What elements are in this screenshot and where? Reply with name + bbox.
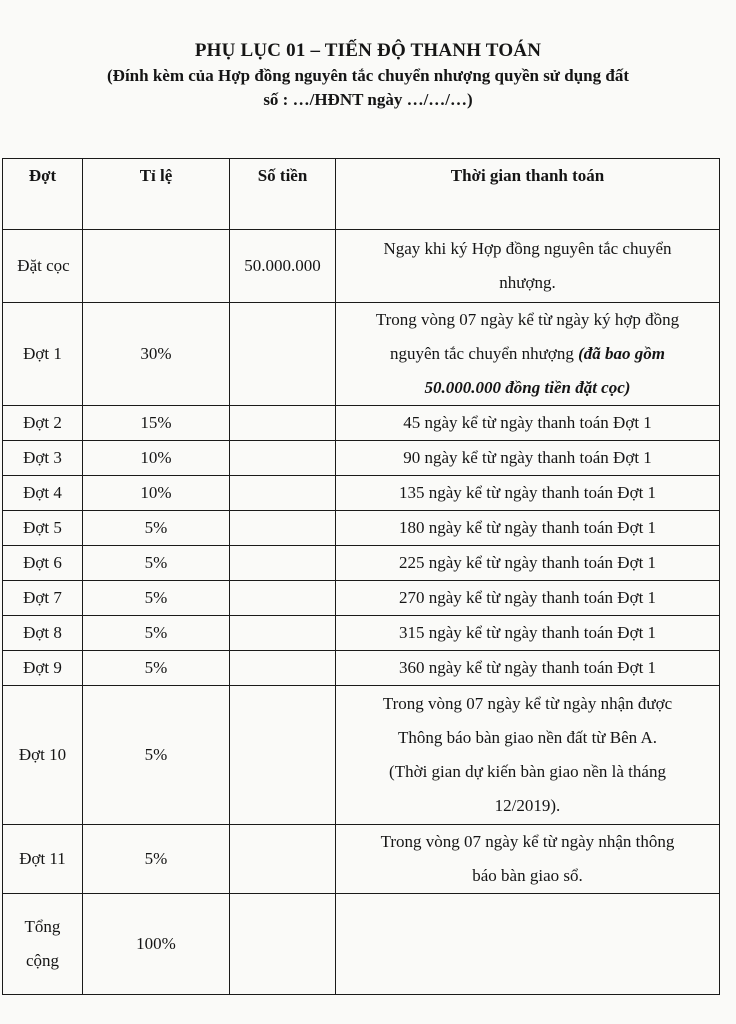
table-row-deposit — [3, 230, 720, 303]
amount-cell — [230, 511, 336, 546]
table-row — [3, 441, 720, 476]
ratio-cell: 5% — [83, 686, 230, 825]
payment-time-cell — [336, 825, 720, 894]
ratio-cell: 5% — [83, 511, 230, 546]
payment-time-line — [340, 337, 715, 371]
amount-cell — [230, 686, 336, 825]
payment-time-text: nguyên tắc chuyển nhượng — [389, 344, 574, 363]
installment-label: Đợt 9 — [3, 651, 83, 686]
payment-time-cell — [336, 894, 720, 995]
amount-cell — [230, 616, 336, 651]
amount-cell — [230, 581, 336, 616]
payment-time-cell: 315 ngày kể từ ngày thanh toán Đợt 1 — [336, 616, 720, 651]
payment-time-line: nhượng. — [499, 273, 556, 292]
table-row — [3, 406, 720, 441]
amount-cell — [230, 441, 336, 476]
installment-label: Đợt 11 — [3, 825, 83, 894]
ratio-cell — [83, 230, 230, 303]
ratio-cell: 5% — [83, 825, 230, 894]
payment-time-emphasis: 50.000.000 đồng tiền đặt cọc) — [424, 378, 631, 397]
installment-label: Đợt 7 — [3, 581, 83, 616]
installment-label: Đợt 8 — [3, 616, 83, 651]
payment-time-line: Ngay khi ký Hợp đồng nguyên tắc chuyển — [383, 239, 672, 258]
document-subtitle-line1: (Đính kèm của Hợp đồng nguyên tắc chuyển nhượng quyền sử dụng đất — [107, 66, 629, 85]
total-label-line: cộng — [25, 951, 60, 970]
document-subtitle-line2: số : …/HĐNT ngày …/…/…) — [263, 90, 473, 109]
ratio-cell: 5% — [83, 651, 230, 686]
document-title: PHỤ LỤC 01 – TIẾN ĐỘ THANH TOÁN — [194, 40, 542, 61]
amount-cell — [230, 546, 336, 581]
ratio-cell: 15% — [83, 406, 230, 441]
payment-time-cell: 270 ngày kể từ ngày thanh toán Đợt 1 — [336, 581, 720, 616]
header-installment: Đợt — [3, 159, 83, 230]
payment-time-cell: 135 ngày kể từ ngày thanh toán Đợt 1 — [336, 476, 720, 511]
header-ratio: Tỉ lệ — [83, 159, 230, 230]
table-row-dot10 — [3, 686, 720, 825]
table-row-dot1 — [3, 303, 720, 406]
table-row-total — [3, 894, 720, 995]
installment-label: Đợt 5 — [3, 511, 83, 546]
amount-cell: 50.000.000 — [230, 230, 336, 303]
payment-time-emphasis: (đã bao gồm — [578, 344, 666, 363]
payment-schedule-table — [2, 158, 720, 995]
installment-label: Đợt 2 — [3, 406, 83, 441]
installment-label: Đợt 3 — [3, 441, 83, 476]
amount-cell — [230, 651, 336, 686]
amount-cell — [230, 406, 336, 441]
installment-label: Đợt 1 — [3, 303, 83, 406]
payment-time-line: Trong vòng 07 ngày kể từ ngày ký hợp đồng — [375, 310, 680, 329]
payment-time-cell: 180 ngày kể từ ngày thanh toán Đợt 1 — [336, 511, 720, 546]
payment-time-cell: 45 ngày kể từ ngày thanh toán Đợt 1 — [336, 406, 720, 441]
payment-time-line: (Thời gian dự kiến bàn giao nền là tháng — [389, 762, 666, 781]
ratio-cell: 5% — [83, 581, 230, 616]
header-amount: Số tiền — [230, 159, 336, 230]
table-row — [3, 616, 720, 651]
header-payment-time: Thời gian thanh toán — [336, 159, 720, 230]
ratio-cell: 5% — [83, 616, 230, 651]
payment-time-line: Trong vòng 07 ngày kể từ ngày nhận được — [382, 694, 673, 713]
ratio-cell: 5% — [83, 546, 230, 581]
table-row-dot11 — [3, 825, 720, 894]
payment-time-cell — [336, 230, 720, 303]
table-row — [3, 581, 720, 616]
ratio-cell: 10% — [83, 441, 230, 476]
payment-time-cell: 360 ngày kể từ ngày thanh toán Đợt 1 — [336, 651, 720, 686]
payment-time-line: 12/2019). — [494, 796, 561, 815]
table-row — [3, 511, 720, 546]
table-row — [3, 476, 720, 511]
payment-time-line: báo bàn giao sổ. — [472, 866, 583, 885]
payment-time-cell: 225 ngày kể từ ngày thanh toán Đợt 1 — [336, 546, 720, 581]
installment-label: Đợt 10 — [3, 686, 83, 825]
payment-time-cell: 90 ngày kể từ ngày thanh toán Đợt 1 — [336, 441, 720, 476]
payment-time-cell — [336, 686, 720, 825]
payment-time-line: Thông báo bàn giao nền đất từ Bên A. — [398, 728, 657, 747]
total-label — [3, 894, 83, 995]
ratio-cell: 10% — [83, 476, 230, 511]
installment-label: Đợt 4 — [3, 476, 83, 511]
table-header-row — [3, 159, 720, 230]
amount-cell — [230, 476, 336, 511]
amount-cell — [230, 825, 336, 894]
ratio-cell: 30% — [83, 303, 230, 406]
installment-label: Đặt cọc — [3, 230, 83, 303]
amount-cell — [230, 894, 336, 995]
payment-time-cell — [336, 303, 720, 406]
total-label-line: Tổng — [24, 917, 61, 936]
table-row — [3, 651, 720, 686]
total-ratio: 100% — [83, 894, 230, 995]
payment-time-line: Trong vòng 07 ngày kể từ ngày nhận thông — [380, 832, 675, 851]
table-row — [3, 546, 720, 581]
amount-cell — [230, 303, 336, 406]
installment-label: Đợt 6 — [3, 546, 83, 581]
